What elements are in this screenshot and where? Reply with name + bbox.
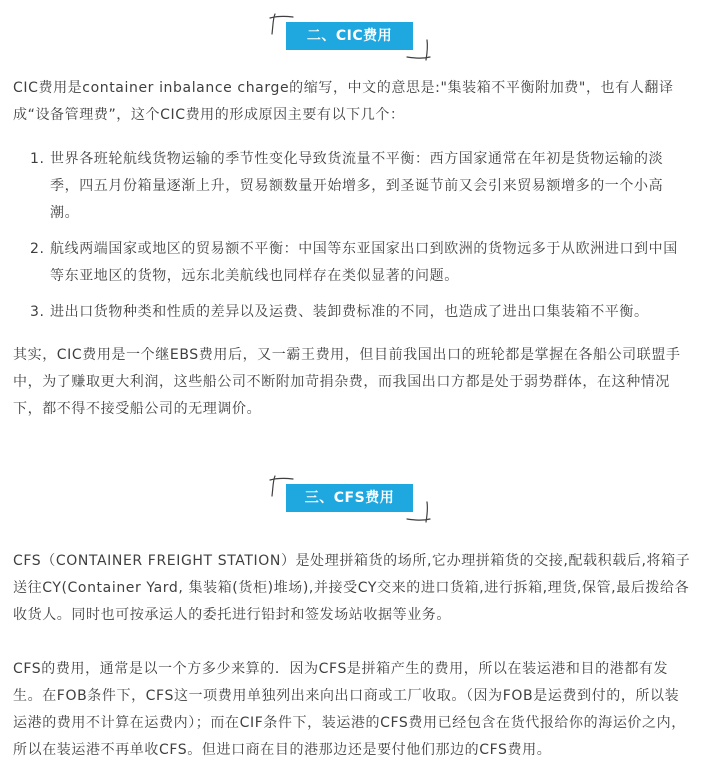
section-heading-cfs [0,468,703,524]
list-item-number: 2. [30,241,45,257]
list-item-text: 航线两端国家或地区的贸易额不平衡：中国等东亚国家出口到欧洲的货物远多于从欧洲进口到中国等东亚地区的货物，远东北美航线也同样存在类似显著的问题。 [50,241,678,284]
section-title-cic: 二、CIC费用 [286,22,413,50]
section-title-cfs: 三、CFS费用 [286,484,413,512]
cic-closing-paragraph: 其实，CIC费用是一个继EBS费用后，又一霸王费用，但目前我国出口的班轮都是掌握在各船公司联盟手中，为了赚取更大利润，这些船公司不断附加苛捐杂费，而我国出口方都是处于弱势群体，在这种情况下，都不得不接受船公司的无理调价。 [13,347,681,417]
corner-bracket-bottom-right-icon [405,500,431,526]
cfs-definition-paragraph: CFS（CONTAINER FREIGHT STATION）是处理拼箱货的场所,它办理拼箱货的交接,配载积载后,将箱子送往CY(Container Yard, 集装箱(货柜)堆场),并接受CY交来的进口货箱,进行拆箱,理货,保管,最后拨给各收货人。同时也可按承运人的委托进行铅封和签发场站收据等业务。 [13,553,691,623]
cfs-fees-paragraph: CFS的费用，通常是以一个方多少来算的．因为CFS是拼箱产生的费用，所以在装运港和目的港都有发生。在FOB条件下，CFS这一项费用单独列出来向出口商或工厂收取。（因为FOB是运费到付的，所以装运港的费用不计算在运费内）；而在CIF条件下，装运港的CFS费用已经包含在货代报给你的海运价之内，所以在装运港不再单收CFS。但进口商在目的港那边还是要付他们那边的CFS费用。 [13,661,686,758]
cic-intro-paragraph: CIC费用是container inbalance charge的缩写，中文的意思是:"集装箱不平衡附加费"，也有人翻译成“设备管理费”，这个CIC费用的形成原因主要有以下几个： [13,80,674,123]
corner-bracket-bottom-right-icon [405,38,431,64]
list-item-number: 1. [30,151,45,167]
section-heading-cic [0,6,703,62]
list-item-number: 3. [30,304,45,320]
list-item-text: 进出口货物种类和性质的差异以及运费、装卸费标准的不同，也造成了进出口集装箱不平衡。 [50,304,649,320]
list-item-text: 世界各班轮航线货物运输的季节性变化导致货流量不平衡：西方国家通常在年初是货物运输的淡季，四五月份箱量逐渐上升，贸易额数量开始增多，到圣诞节前又会引来贸易额增多的一个小高潮。 [50,151,664,221]
